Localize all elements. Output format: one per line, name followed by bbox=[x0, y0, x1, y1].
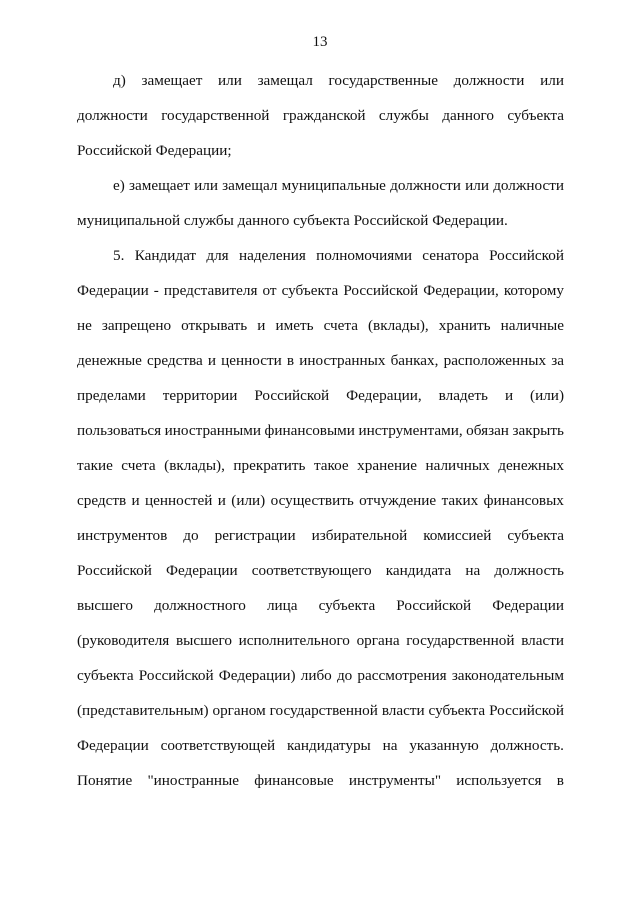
word: финансовыми bbox=[264, 422, 355, 439]
word: должности bbox=[390, 177, 461, 194]
word: банках, bbox=[390, 352, 439, 369]
word: должность bbox=[494, 562, 564, 579]
word: денежные bbox=[77, 352, 142, 369]
word: таких bbox=[441, 492, 479, 509]
text-line bbox=[77, 352, 564, 370]
word: и bbox=[207, 352, 217, 369]
word: Федерации bbox=[165, 562, 238, 579]
text-line bbox=[113, 177, 564, 195]
word: лица bbox=[266, 597, 298, 614]
word: на bbox=[382, 737, 398, 754]
word: такое bbox=[313, 457, 349, 474]
word: соответствующей bbox=[160, 737, 276, 754]
word: высшего bbox=[77, 597, 133, 614]
word: Российской bbox=[77, 562, 152, 579]
word: органа bbox=[356, 632, 400, 649]
word: в bbox=[556, 772, 564, 789]
text-line bbox=[77, 702, 564, 720]
word: высшего bbox=[175, 632, 232, 649]
word: на bbox=[465, 562, 481, 579]
word: не bbox=[77, 317, 92, 334]
word: до bbox=[336, 667, 353, 684]
text-line: Российской Федерации; bbox=[77, 142, 232, 159]
word: законодательным bbox=[451, 667, 564, 684]
text-line: муниципальной службы данного субъекта Российской Федерации. bbox=[77, 212, 508, 229]
text-line bbox=[77, 492, 564, 510]
word: инструментов bbox=[77, 527, 168, 544]
word: "иностранные bbox=[147, 772, 239, 789]
word: средства bbox=[147, 352, 203, 369]
word: Федерации, bbox=[346, 387, 422, 404]
word: инструменты" bbox=[348, 772, 442, 789]
word: наделения bbox=[238, 247, 306, 264]
word: службы bbox=[378, 107, 429, 124]
word: должности bbox=[453, 72, 525, 89]
word: денежных bbox=[498, 457, 564, 474]
word: полномочиями bbox=[316, 247, 412, 264]
word: либо bbox=[300, 667, 332, 684]
word: избирательной bbox=[311, 527, 408, 544]
word: государственной bbox=[269, 702, 378, 719]
text-line bbox=[77, 422, 564, 440]
word: субъекта bbox=[507, 107, 564, 124]
text-line bbox=[77, 737, 564, 755]
word: счета bbox=[121, 457, 156, 474]
word: комиссией bbox=[423, 527, 492, 544]
word: кандидатуры bbox=[286, 737, 371, 754]
word: счета bbox=[323, 317, 358, 334]
word: Российской bbox=[396, 597, 472, 614]
word: муниципальные bbox=[281, 177, 386, 194]
word: замещает bbox=[129, 177, 190, 194]
word: 5. bbox=[113, 247, 125, 264]
word: Кандидат bbox=[134, 247, 197, 264]
word: инструментами, bbox=[358, 422, 463, 439]
word: замещал bbox=[257, 72, 313, 89]
word: Федерации) bbox=[218, 667, 296, 684]
word: территории bbox=[162, 387, 238, 404]
word: ценности bbox=[221, 352, 282, 369]
word: от bbox=[262, 282, 277, 299]
text-line bbox=[77, 562, 564, 580]
word: хранение bbox=[357, 457, 417, 474]
word: (или) bbox=[231, 492, 266, 509]
word: государственной bbox=[161, 107, 270, 124]
text-line bbox=[77, 387, 564, 405]
word: субъекта bbox=[281, 282, 339, 299]
text-line bbox=[77, 632, 564, 650]
word: наличных bbox=[425, 457, 490, 474]
word: такие bbox=[77, 457, 113, 474]
word: субъекта bbox=[77, 667, 134, 684]
text-line bbox=[77, 317, 564, 335]
word: должности bbox=[493, 177, 564, 194]
word: для bbox=[206, 247, 229, 264]
text-line bbox=[77, 107, 564, 125]
word: (вклады), bbox=[164, 457, 225, 474]
word: расположенных bbox=[443, 352, 547, 369]
word: указанную bbox=[409, 737, 479, 754]
word: пользоваться bbox=[77, 422, 162, 439]
word: - bbox=[153, 282, 159, 299]
word: органом bbox=[212, 702, 266, 719]
word: прекратить bbox=[233, 457, 306, 474]
word: субъекта bbox=[507, 527, 564, 544]
word: должностного bbox=[154, 597, 246, 614]
word: замещает bbox=[141, 72, 203, 89]
word: закрыть bbox=[512, 422, 564, 439]
word: или bbox=[194, 177, 218, 194]
word: Российской bbox=[254, 387, 330, 404]
word: представителя bbox=[163, 282, 258, 299]
word: Федерации bbox=[77, 737, 149, 754]
word: субъекта bbox=[428, 702, 486, 719]
word: (вклады), bbox=[368, 317, 429, 334]
text-line bbox=[77, 527, 564, 545]
word: сенатора bbox=[422, 247, 479, 264]
word: которому bbox=[503, 282, 564, 299]
word: открывать bbox=[181, 317, 248, 334]
text-line bbox=[77, 772, 564, 790]
word: и bbox=[504, 387, 514, 404]
word: власти bbox=[381, 702, 425, 719]
word: (руководителя bbox=[77, 632, 170, 649]
word: Российской bbox=[138, 667, 214, 684]
word: должность. bbox=[490, 737, 564, 754]
word: и bbox=[131, 492, 140, 509]
word: замещал bbox=[222, 177, 278, 194]
word: данного bbox=[442, 107, 494, 124]
word: гражданской bbox=[282, 107, 366, 124]
word: и bbox=[217, 492, 226, 509]
word: власти bbox=[521, 632, 564, 649]
word: соответствующего bbox=[251, 562, 372, 579]
word: государственной bbox=[406, 632, 515, 649]
word: запрещено bbox=[101, 317, 172, 334]
word: пределами bbox=[77, 387, 146, 404]
word: (или) bbox=[530, 387, 564, 404]
word: за bbox=[551, 352, 564, 369]
word: исполнительного bbox=[238, 632, 350, 649]
word: владеть bbox=[438, 387, 488, 404]
text-line bbox=[77, 597, 564, 615]
word: финансовых bbox=[483, 492, 564, 509]
word: (представительным) bbox=[77, 702, 209, 719]
word: отчуждение bbox=[359, 492, 437, 509]
word: Федерации bbox=[77, 282, 149, 299]
word: иностранными bbox=[164, 422, 261, 439]
word: Российской bbox=[489, 247, 564, 264]
word: осуществить bbox=[270, 492, 354, 509]
word: финансовые bbox=[254, 772, 334, 789]
word: или bbox=[540, 72, 564, 89]
word: и bbox=[257, 317, 266, 334]
word: ценностей bbox=[145, 492, 213, 509]
word: рассмотрения bbox=[357, 667, 447, 684]
text-line bbox=[113, 247, 564, 265]
text-line bbox=[77, 667, 564, 685]
word: д) bbox=[113, 72, 126, 89]
word: до bbox=[183, 527, 199, 544]
word: субъекта bbox=[318, 597, 376, 614]
word: или bbox=[465, 177, 489, 194]
word: в bbox=[286, 352, 295, 369]
word: Федерации bbox=[492, 597, 564, 614]
text-line bbox=[113, 72, 564, 90]
word: или bbox=[218, 72, 242, 89]
word: должности bbox=[77, 107, 148, 124]
word: средств bbox=[77, 492, 127, 509]
word: используется bbox=[456, 772, 542, 789]
word: хранить bbox=[438, 317, 491, 334]
word: кандидата bbox=[385, 562, 452, 579]
word: Понятие bbox=[77, 772, 133, 789]
word: Российской bbox=[343, 282, 419, 299]
word: Российской bbox=[489, 702, 564, 719]
page-number: 13 bbox=[312, 34, 328, 50]
word: наличные bbox=[500, 317, 564, 334]
word: иметь bbox=[275, 317, 314, 334]
word: иностранных bbox=[299, 352, 386, 369]
word: государственные bbox=[328, 72, 438, 89]
text-line bbox=[77, 282, 564, 300]
word: е) bbox=[113, 177, 125, 194]
word: обязан bbox=[466, 422, 509, 439]
word: регистрации bbox=[214, 527, 296, 544]
word: Федерации, bbox=[423, 282, 499, 299]
text-line bbox=[77, 457, 564, 475]
